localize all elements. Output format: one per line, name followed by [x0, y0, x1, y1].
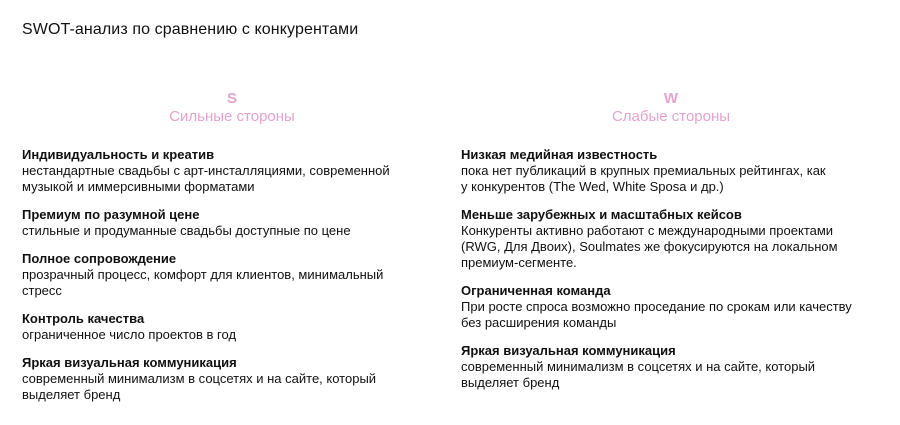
- weakness-item: [461, 147, 891, 195]
- description-line: премиум-сегменте.: [461, 255, 577, 270]
- strength-item: [22, 251, 422, 299]
- strengths-column: [22, 90, 422, 415]
- weakness-item-description: [461, 223, 891, 271]
- page-title: SWOT-анализ по сравнению с конкурентами: [22, 21, 359, 38]
- strength-item: [22, 355, 422, 403]
- strength-item-description: [22, 371, 422, 403]
- weakness-item-title: Низкая медийная известность: [461, 147, 658, 162]
- description-line: нестандартные свадьбы с арт-инсталляциями, современной: [22, 163, 390, 178]
- strength-item-description: [22, 327, 422, 343]
- weakness-item-title: Меньше зарубежных и масштабных кейсов: [461, 207, 742, 222]
- strengths-list: [22, 147, 422, 403]
- strength-item-description: [22, 223, 422, 239]
- strengths-letter: S: [226, 90, 237, 107]
- weakness-item: [461, 283, 891, 331]
- description-line: без расширения команды: [461, 315, 617, 330]
- strength-item-title: Яркая визуальная коммуникация: [22, 355, 237, 370]
- description-line: прозрачный процесс, комфорт для клиентов, минимальный: [22, 267, 384, 282]
- weaknesses-list: [461, 147, 891, 391]
- strength-item-title: Индивидуальность и креатив: [22, 147, 215, 162]
- strength-item-title: Премиум по разумной цене: [22, 207, 200, 222]
- weaknesses-header: [461, 90, 881, 126]
- description-line: музыкой и иммерсивными форматами: [22, 179, 255, 194]
- weakness-item-description: [461, 163, 891, 195]
- description-line: (RWG, Для Двоих), Soulmates же фокусируются на локальном: [461, 239, 838, 254]
- description-line: Конкуренты активно работают с международными проектами: [461, 223, 834, 238]
- weakness-item-description: [461, 359, 891, 391]
- description-line: При росте спроса возможно проседание по срокам или качеству: [461, 299, 852, 314]
- weakness-item-title: Ограниченная команда: [461, 283, 611, 298]
- strength-item-title: Контроль качества: [22, 311, 145, 326]
- weakness-item: [461, 343, 891, 391]
- strength-item-description: [22, 267, 422, 299]
- description-line: выделяет бренд: [22, 387, 121, 402]
- strength-item: [22, 207, 422, 239]
- weaknesses-subtitle: Слабые стороны: [611, 108, 731, 125]
- strengths-subtitle: Сильные стороны: [169, 108, 295, 125]
- description-line: выделяет бренд: [461, 375, 560, 390]
- strength-item: [22, 311, 422, 343]
- description-line: у конкурентов (The Wed, White Sposa и др.): [461, 179, 724, 194]
- description-line: современный минимализм в соцсетях и на сайте, который: [461, 359, 816, 374]
- description-line: стильные и продуманные свадьбы доступные по цене: [22, 223, 351, 238]
- description-line: стресс: [22, 283, 62, 298]
- weakness-item: [461, 207, 891, 271]
- description-line: современный минимализм в соцсетях и на сайте, который: [22, 371, 377, 386]
- description-line: пока нет публикаций в крупных премиальных рейтингах, как: [461, 163, 826, 178]
- description-line: ограниченное число проектов в год: [22, 327, 237, 342]
- strength-item-description: [22, 163, 422, 195]
- weaknesses-column: [461, 90, 891, 403]
- strength-item: [22, 147, 422, 195]
- weaknesses-letter: W: [663, 90, 679, 107]
- strengths-header: [22, 90, 442, 126]
- weakness-item-description: [461, 299, 891, 331]
- strength-item-title: Полное сопровождение: [22, 251, 177, 266]
- weakness-item-title: Яркая визуальная коммуникация: [461, 343, 676, 358]
